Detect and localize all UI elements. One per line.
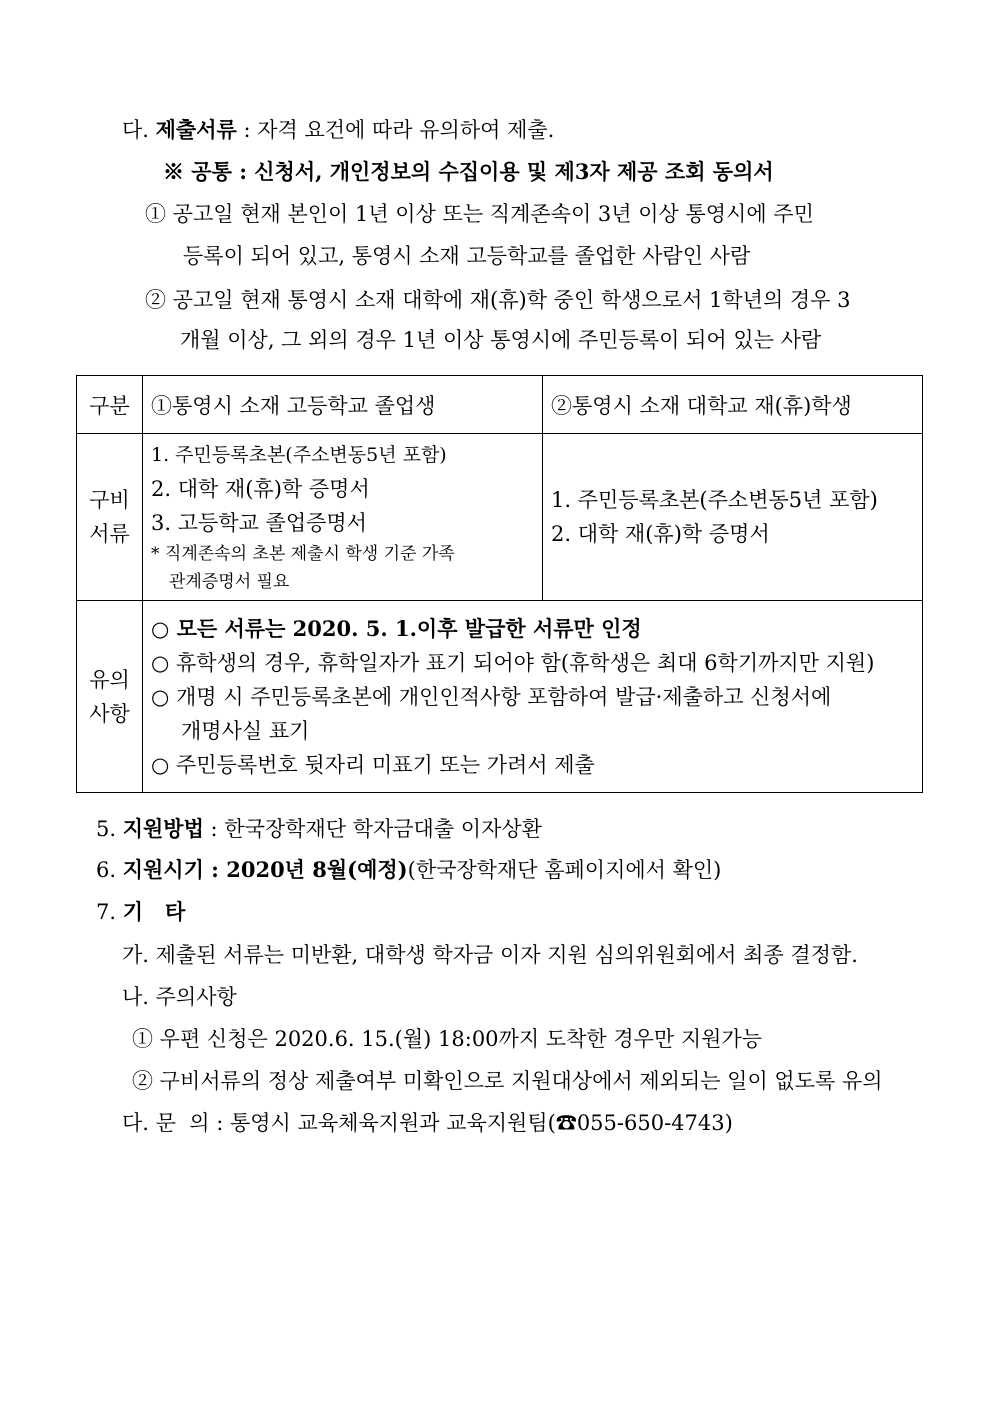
required-docs-university — [543, 434, 923, 601]
item-5-support-method: 5. 지원방법 : 한국장학재단 학자금대출 이자상환 — [96, 816, 542, 841]
item-6-support-period: 6. 지원시기 : 2020년 8월(예정)(한국장학재단 홈페이지에서 확인) — [96, 857, 722, 882]
requirements-table — [76, 375, 923, 793]
criteria-1-line1: ① 공고일 현재 본인이 1년 이상 또는 직계존속이 3년 이상 통영시에 주민 — [145, 202, 814, 226]
item-7-na-1: ① 우편 신청은 2020.6. 15.(월) 18:00까지 도착한 경우만 지원가능 — [132, 1027, 763, 1051]
note-name-change: ○ 개명 시 주민등록초본에 개인인적사항 포함하여 발급·제출하고 신청서에 — [151, 684, 832, 709]
notes-label: 유의 사항 — [77, 601, 143, 793]
note-issue-date: ○ 모든 서류는 2020. 5. 1.이후 발급한 서류만 인정 — [151, 615, 642, 641]
note-leave-students: ○ 휴학생의 경우, 휴학일자가 표기 되어야 함(휴학생은 최대 6학기까지만 지원) — [151, 650, 875, 675]
header-university-students: ②통영시 소재 대학교 재(휴)학생 — [543, 376, 923, 434]
list-item: 1. 주민등록초본(주소변동5년 포함) — [551, 488, 878, 512]
header-highschool-grads: ①통영시 소재 고등학교 졸업생 — [143, 376, 543, 434]
criteria-2-line1: ② 공고일 현재 통영시 소재 대학에 재(휴)학 중인 학생으로서 1학년의 경우 3 — [145, 288, 851, 312]
list-item: 2. 대학 재(휴)학 증명서 — [151, 477, 370, 501]
criteria-1-line2: 등록이 되어 있고, 통영시 소재 고등학교를 졸업한 사람인 사람 — [183, 244, 751, 268]
item-7-na-2: ② 구비서류의 정상 제출여부 미확인으로 지원대상에서 제외되는 일이 없도록 유의 — [132, 1069, 883, 1093]
item-7-ga: 가. 제출된 서류는 미반환, 대학생 학자금 이자 지원 심의위원회에서 최종 결정함. — [122, 943, 858, 967]
item-7-na: 나. 주의사항 — [122, 985, 237, 1009]
required-docs-highschool — [143, 434, 543, 601]
submission-docs-heading: 다. 제출서류 : 자격 요건에 따라 유의하여 제출. — [122, 117, 555, 142]
notes-row — [77, 601, 923, 793]
docs-footnote-line1: * 직계존속의 초본 제출시 학생 기준 가족 — [151, 544, 455, 564]
note-name-change-cont: 개명사실 표기 — [181, 718, 310, 743]
note-id-number: ○ 주민등록번호 뒷자리 미표기 또는 가려서 제출 — [151, 752, 595, 777]
item-7-other: 7. 기 타 — [96, 899, 186, 924]
notes-content — [143, 601, 923, 793]
item-7-da-inquiry: 다. 문 의 : 통영시 교육체육지원과 교육지원팀(☎055-650-4743) — [122, 1111, 733, 1135]
docs-footnote-line2: 관계증명서 필요 — [169, 572, 290, 592]
required-docs-label: 구비 서류 — [77, 434, 143, 601]
submission-docs-label: 제출서류 — [155, 117, 237, 142]
table-header-row — [77, 376, 923, 434]
required-docs-row — [77, 434, 923, 601]
criteria-2-line2: 개월 이상, 그 외의 경우 1년 이상 통영시에 주민등록이 되어 있는 사람 — [180, 328, 822, 352]
list-item: 3. 고등학교 졸업증명서 — [151, 511, 367, 535]
common-docs-note: ※ 공통 : 신청서, 개인정보의 수집이용 및 제3자 제공 조회 동의서 — [163, 159, 774, 184]
list-item: 2. 대학 재(휴)학 증명서 — [551, 522, 770, 546]
list-item: 1. 주민등록초본(주소변동5년 포함) — [151, 444, 447, 466]
header-category: 구분 — [77, 376, 143, 434]
